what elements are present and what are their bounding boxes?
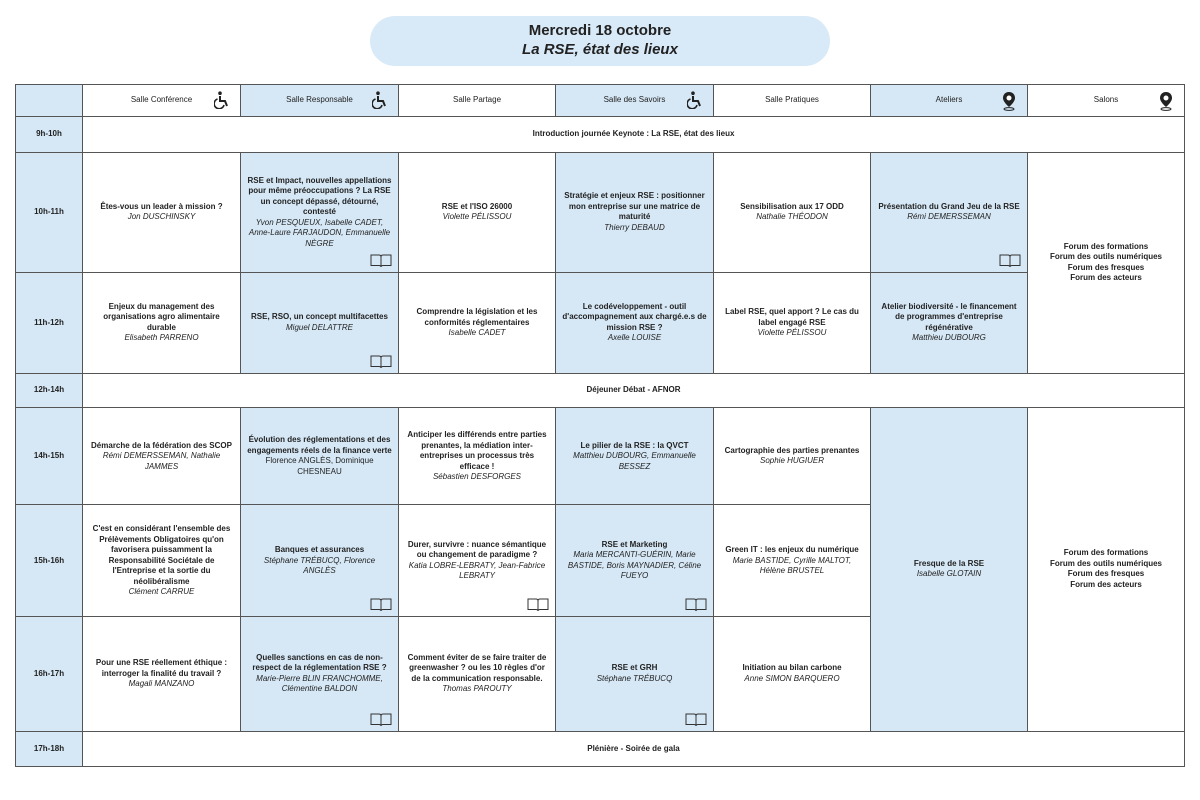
book-icon <box>370 254 392 268</box>
book-icon <box>370 598 392 612</box>
book-icon <box>370 355 392 369</box>
session-cell <box>399 152 556 272</box>
session-speaker: Stéphane TRÉBUCQ, Florence ANGLÈS <box>263 555 376 576</box>
session-speaker: Elisabeth PARRENO <box>124 333 199 343</box>
column-header-salons: Salons <box>1028 85 1185 117</box>
wheelchair-icon <box>372 91 388 109</box>
session-cell <box>241 408 399 505</box>
session-speaker: Rémi DEMERSSEMAN <box>907 212 991 222</box>
session-speaker: Marie BASTIDE, Cyrille MALTOT, Hélène BRUSTEL <box>732 555 852 576</box>
session-cell <box>83 505 241 617</box>
session-cell <box>714 617 871 731</box>
session-title: Atelier biodiversité - le financement de programmes d'entreprise régénérative <box>881 301 1017 332</box>
session-cell <box>399 408 556 505</box>
session-title: Démarche de la fédération des SCOP <box>91 440 232 450</box>
book-icon <box>999 254 1021 268</box>
session-speaker: Florence ANGLÈS, Dominique CHESNEAU <box>265 456 374 476</box>
book-icon <box>370 713 392 727</box>
session-title: C'est en considérant l'ensemble des Prélèvements Obligatoires qu'on favorisera puissamment la Responsabilité Sociétale de l'Entreprise et la sortie du néolibéralisme <box>92 524 231 586</box>
book-icon <box>527 598 549 612</box>
session-title: Green IT : les enjeux du numérique <box>725 545 859 555</box>
book-icon <box>685 713 707 727</box>
column-header-salle-des-savoirs: Salle des Savoirs <box>556 85 714 117</box>
session-title: Comprendre la législation et les conformités réglementaires <box>416 307 538 327</box>
time-slot: 10h-11h <box>16 152 83 272</box>
location-pin-icon <box>1158 91 1174 111</box>
session-title: Évolution des réglementations et des engagements réels de la finance verte <box>247 435 392 455</box>
session-title: RSE et GRH <box>611 663 658 673</box>
session-title: Fresque de la RSE <box>913 558 985 568</box>
session-cell <box>241 505 399 617</box>
forum-item: Forum des fresques <box>1067 569 1145 579</box>
session-title: Banques et assurances <box>274 545 365 555</box>
session-cell <box>399 617 556 731</box>
forums-cell-afternoon <box>1028 408 1185 731</box>
plenary-lunch: Déjeuner Débat - AFNOR <box>83 373 1185 407</box>
day-theme: La RSE, état des lieux <box>522 41 678 58</box>
session-title: Êtes-vous un leader à mission ? <box>100 201 223 211</box>
forum-item: Forum des outils numériques <box>1049 252 1162 262</box>
wheelchair-icon <box>687 91 703 109</box>
session-title: Présentation du Grand Jeu de la RSE <box>878 201 1020 211</box>
forum-item: Forum des outils numériques <box>1049 558 1162 568</box>
session-cell <box>714 272 871 373</box>
session-speaker: Isabelle CADET <box>448 328 506 338</box>
book-icon <box>685 598 707 612</box>
session-speaker: Violette PÉLISSOU <box>442 212 512 222</box>
session-title: Sensibilisation aux 17 ODD <box>740 201 844 211</box>
session-cell <box>871 272 1028 373</box>
session-speaker: Miguel DELATTRE <box>286 322 353 332</box>
location-pin-icon <box>1001 91 1017 111</box>
session-title: Enjeux du management des organisations agro alimentaire durable <box>103 301 220 332</box>
session-title: Durer, survivre : nuance sémantique ou changement de paradigme ? <box>407 539 547 560</box>
session-title: RSE et Impact, nouvelles appellations pour même préoccupations ? La RSE un concept dépassé, détourné, contesté <box>247 175 392 217</box>
time-slot: 9h-10h <box>16 117 83 152</box>
plenary-closing: Plénière - Soirée de gala <box>83 731 1185 766</box>
time-slot: 15h-16h <box>16 505 83 617</box>
session-speaker: Violette PÉLISSOU <box>757 328 827 338</box>
session-speaker: Isabelle GLOTAIN <box>916 569 982 579</box>
forum-item: Forum des fresques <box>1067 262 1145 272</box>
wheelchair-icon <box>214 91 230 109</box>
session-cell <box>399 272 556 373</box>
forum-item: Forum des formations <box>1063 548 1149 558</box>
session-title: RSE, RSO, un concept multifacettes <box>251 312 388 322</box>
column-header-ateliers: Ateliers <box>871 85 1028 117</box>
corner-cell <box>16 85 83 117</box>
column-header-salle-responsable: Salle Responsable <box>241 85 399 117</box>
session-speaker: Matthieu DUBOURG <box>912 333 986 343</box>
session-speaker: Sophie HUGIUER <box>759 456 825 466</box>
column-header-salle-pratiques: Salle Pratiques <box>714 85 871 117</box>
session-cell <box>556 408 714 505</box>
session-cell <box>556 272 714 373</box>
session-title: RSE et l'ISO 26000 <box>441 201 513 211</box>
session-speaker: Jon DUSCHINSKY <box>127 212 196 222</box>
session-cell <box>871 152 1028 272</box>
session-speaker: Marie-Pierre BLIN FRANCHOMME, Clémentine BALDON <box>256 673 383 694</box>
session-title: Cartographie des parties prenantes <box>724 445 860 455</box>
session-speaker: Clément CARRUE <box>128 587 195 597</box>
session-speaker: Anne SIMON BARQUERO <box>744 673 840 683</box>
session-title: Stratégie et enjeux RSE : positionner mon entreprise sur une matrice de maturité <box>564 191 705 222</box>
session-title: Anticiper les différends entre parties prenantes, la médiation inter-entreprises un processus très efficace ! <box>407 430 547 471</box>
time-slot: 16h-17h <box>16 617 83 731</box>
session-speaker: Yvon PESQUEUX, Isabelle CADET, Anne-Laure FARJAUDON, Emmanuelle NÈGRE <box>248 217 391 248</box>
session-speaker: Axelle LOUISE <box>607 333 662 343</box>
time-slot: 12h-14h <box>16 373 83 407</box>
forums-cell-morning <box>1028 152 1185 373</box>
session-cell <box>714 152 871 272</box>
session-speaker: Thomas PAROUTY <box>442 684 512 694</box>
session-speaker: Sébastien DESFORGES <box>432 472 522 482</box>
session-cell <box>83 617 241 731</box>
session-speaker: Maria MERCANTI-GUÉRIN, Marie BASTIDE, Boris MAYNADIER, Céline FUEYO <box>567 550 702 581</box>
session-title: Pour une RSE réellement éthique : interroger la finalité du travail ? <box>95 658 228 678</box>
session-title: Le pilier de la RSE : la QVCT <box>580 440 689 450</box>
time-slot: 17h-18h <box>16 731 83 766</box>
session-title: Quelles sanctions en cas de non-respect de la réglementation RSE ? <box>252 652 387 673</box>
time-slot: 14h-15h <box>16 408 83 505</box>
session-speaker: Katia LOBRE-LEBRATY, Jean-Fabrice LEBRATY <box>408 560 546 581</box>
day-date: Mercredi 18 octobre <box>528 22 672 39</box>
time-slot: 11h-12h <box>16 272 83 373</box>
session-cell <box>714 408 871 505</box>
session-cell <box>83 152 241 272</box>
session-cell <box>556 617 714 731</box>
schedule-table <box>15 84 1185 767</box>
session-cell <box>83 272 241 373</box>
session-title: Le codéveloppement - outil d'accompagnement aux chargé.e.s de mission RSE ? <box>562 301 707 332</box>
session-title: Initiation au bilan carbone <box>742 663 842 673</box>
session-speaker: Thierry DEBAUD <box>604 222 665 232</box>
session-cell-fresque <box>871 408 1028 731</box>
session-speaker: Magali MANZANO <box>128 679 195 689</box>
session-speaker: Matthieu DUBOURG, Emmanuelle BESSEZ <box>573 451 696 471</box>
session-title: Label RSE, quel apport ? Le cas du label engagé RSE <box>725 307 859 327</box>
forum-item: Forum des acteurs <box>1070 579 1142 589</box>
forum-item: Forum des formations <box>1063 241 1149 251</box>
session-cell <box>241 152 399 272</box>
session-cell <box>241 617 399 731</box>
session-cell <box>556 505 714 617</box>
session-speaker: Rémi DEMERSSEMAN, Nathalie JAMMES <box>102 451 221 471</box>
session-speaker: Stéphane TRÉBUCQ <box>596 673 673 683</box>
forum-item: Forum des acteurs <box>1070 273 1142 283</box>
session-cell <box>241 272 399 373</box>
session-cell <box>556 152 714 272</box>
day-header <box>370 16 830 66</box>
session-cell <box>83 408 241 505</box>
session-cell <box>399 505 556 617</box>
session-speaker: Nathalie THÉODON <box>756 212 828 222</box>
column-header-salle-conference: Salle Conférence <box>83 85 241 117</box>
session-cell <box>714 505 871 617</box>
column-header-salle-partage: Salle Partage <box>399 85 556 117</box>
session-title: Comment éviter de se faire traiter de greenwasher ? ou les 10 règles d'or de la communication responsable. <box>407 652 547 683</box>
plenary-intro: Introduction journée Keynote : La RSE, état des lieux <box>83 117 1185 152</box>
session-title: RSE et Marketing <box>601 539 668 549</box>
